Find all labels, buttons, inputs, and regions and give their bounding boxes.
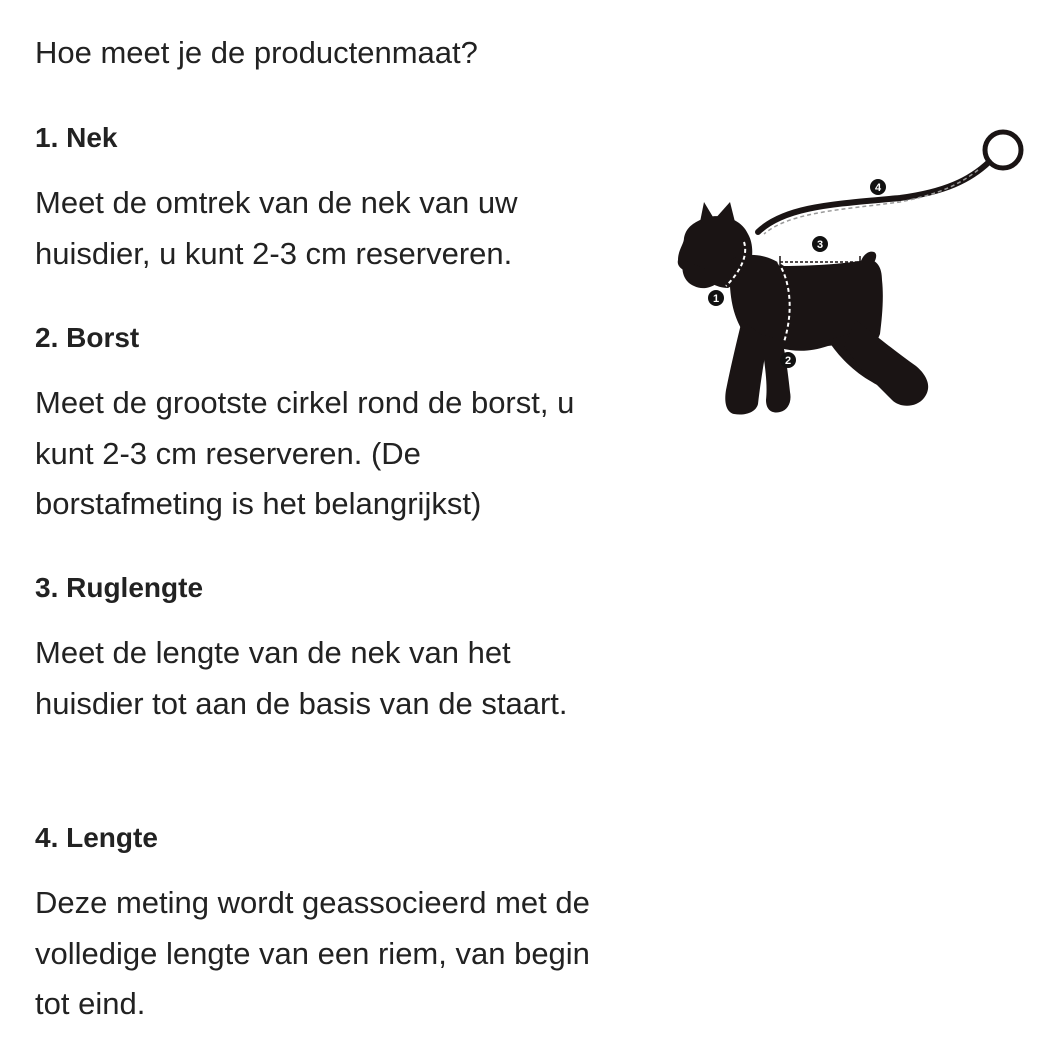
marker-2 <box>780 352 796 368</box>
section-heading: 4. Lengte <box>35 822 158 853</box>
section-body: Deze meting wordt geassocieerd met de volledige lengte van een riem, van begin tot eind. <box>35 885 590 1021</box>
section-heading: 2. Borst <box>35 322 140 353</box>
dog-measurement-illustration <box>660 120 1040 430</box>
marker-1-label: 1 <box>712 293 720 305</box>
dog-silhouette-icon <box>678 202 928 415</box>
section-body: Meet de lengte van de nek van het huisdier tot aan de basis van de staart. <box>35 635 568 721</box>
section-heading: 1. Nek <box>35 122 118 153</box>
marker-4-label: 4 <box>874 182 882 194</box>
section-body: Meet de omtrek van de nek van uw huisdier, u kunt 2-3 cm reserveren. <box>35 185 518 271</box>
section-heading: 3. Ruglengte <box>35 572 204 603</box>
page-title: Hoe meet je de productenmaat? <box>35 35 478 70</box>
leash-icon <box>758 162 989 232</box>
marker-1 <box>708 290 724 306</box>
marker-3 <box>812 236 828 252</box>
marker-4 <box>870 179 886 195</box>
marker-2-label: 2 <box>784 355 792 367</box>
marker-3-label: 3 <box>816 239 824 251</box>
section-body: Meet de grootste cirkel rond de borst, u kunt 2-3 cm reserveren. (De borstafmeting is het belangrijkst) <box>35 385 575 521</box>
